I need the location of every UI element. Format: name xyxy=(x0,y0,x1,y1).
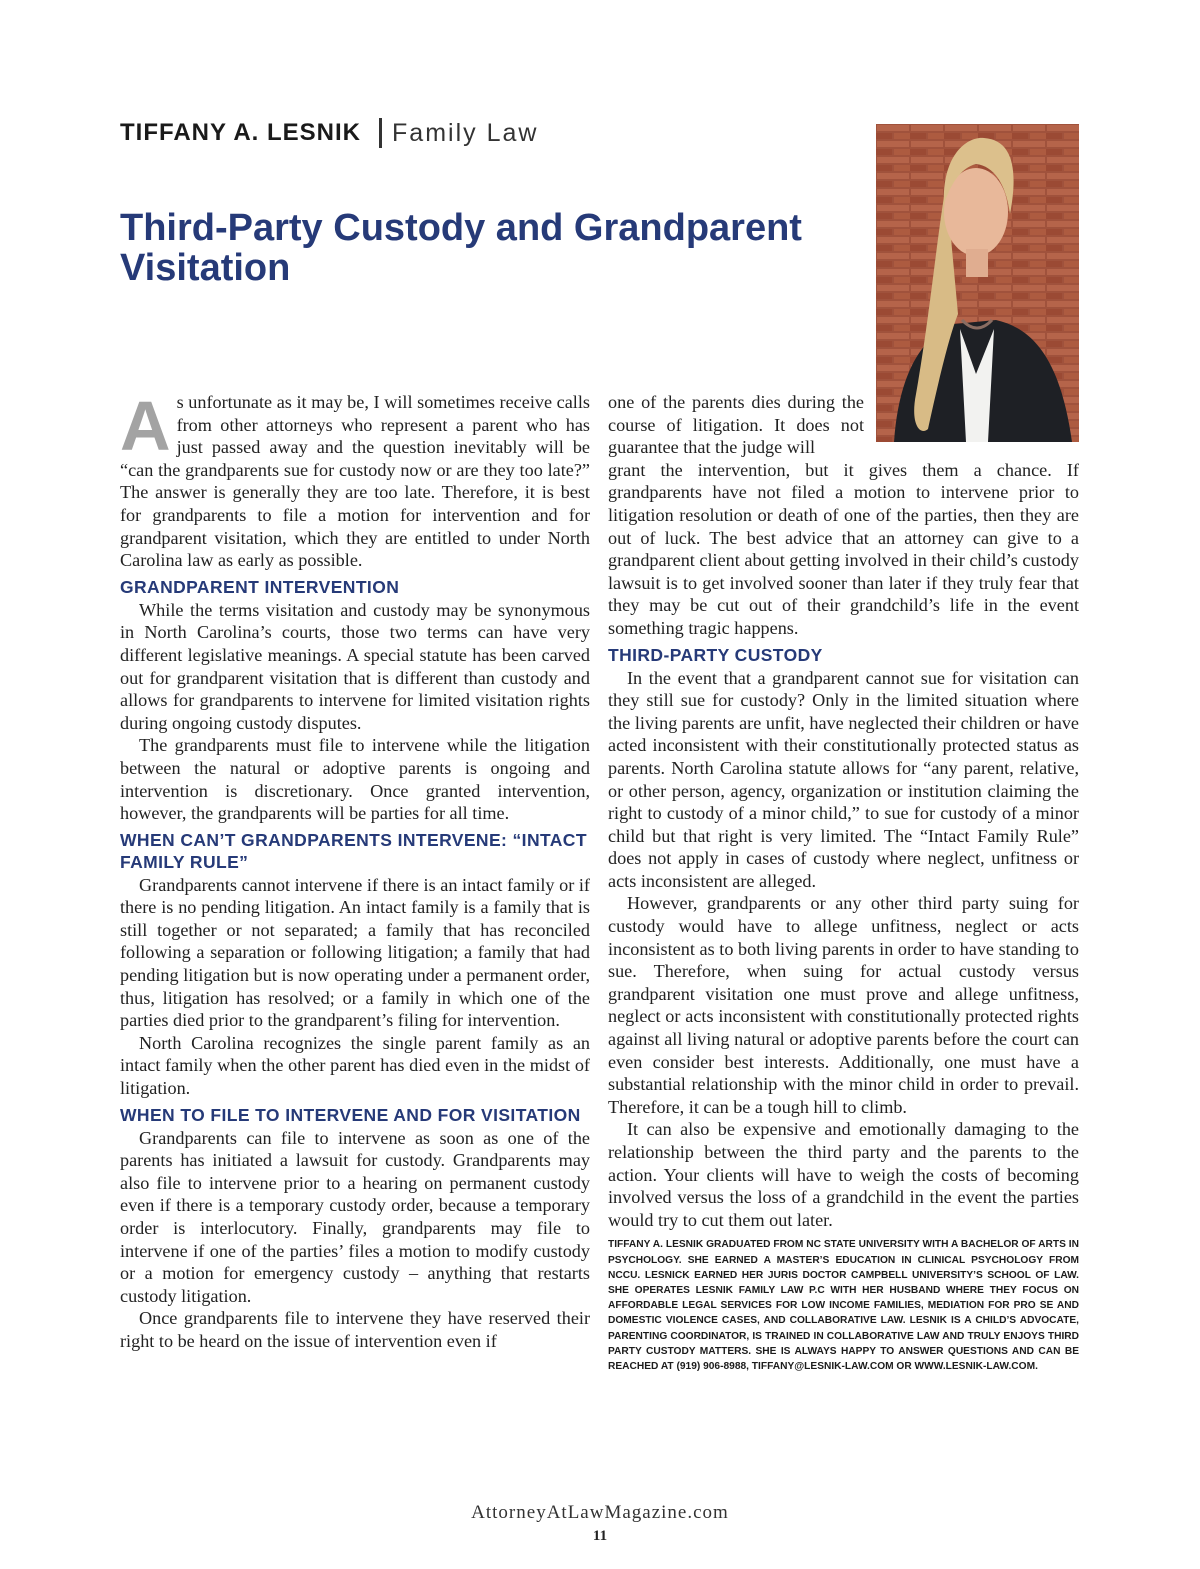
paragraph: North Carolina recognizes the single parent family as an intact family when the other parent has died even in the midst of litigation. xyxy=(120,1032,590,1099)
paragraph-continued: one of the parents dies during the course of litigation. It does not guarantee that the judge will xyxy=(608,392,864,458)
article-column-left xyxy=(120,387,590,1353)
paragraph: grant the intervention, but it gives them a chance. If grandparents have not filed a motion to intervene prior to litigation resolution or death of one of the parties, then they are out of luck. The best advice that an attorney can give to a grandparent client about getting involved in their child’s custody lawsuit is to get involved sooner than later if they truly fear that they may be cut out of their grandchild’s life in the event something tragic happens. xyxy=(608,459,1079,638)
article-title: Third-Party Custody and Grandparent Visitation xyxy=(120,207,802,289)
heading-third-party-custody: THIRD-PARTY CUSTODY xyxy=(608,644,823,665)
intro-text: s unfortunate as it may be, I will sometimes receive calls from other attorneys who represent a parent who has just passed away and the question inevitably will be “can the grandparents sue for custody now or are they too late?” The answer is generally they are too late. Therefore, it is best for grandparents to file a motion for intervention and for grandparent visitation, which they are entitled to under North Carolina law as early as possible. xyxy=(120,392,590,571)
paragraph: While the terms visitation and custody may be synonymous in North Carolina’s courts, those two terms can have very different legislative meanings. A special statute has been carved out for grandparent visitation that is different than custody and allows for grandparents to intervene for limited visitation rights during ongoing custody disputes. xyxy=(120,599,590,733)
section-label: Family Law xyxy=(392,118,539,147)
intro-paragraph xyxy=(120,387,590,572)
byline xyxy=(120,118,538,148)
paragraph: It can also be expensive and emotionally damaging to the relationship between the third party and the parents to the action. Your clients will have to weigh the costs of becoming involved versus the loss of a grandchild in the event the parties would try to cut them out later. xyxy=(608,1119,1079,1230)
paragraph: In the event that a grandparent cannot sue for visitation can they still sue for custody? Only in the limited situation where the living parents are unfit, have neglected their children or have acted inconsistent with their constitutionally protected status as parents. North Carolina statute allows for “any parent, relative, or other person, agency, organization or institution claiming the right to custody of a minor child,” to sue for custody of a minor child but that right is very limited. The “Intact Family Rule” does not apply in cases of custody where neglect, unfitness or acts inconsistent are alleged. xyxy=(608,667,1079,891)
page-number: 11 xyxy=(592,1528,608,1544)
paragraph: However, grandparents or any other third party suing for custody would have to allege unfitness, neglect or acts inconsistent as to both living parents in order to have standing to sue. Therefore, when suing for actual custody versus grandparent visitation one must prove and allege unfitness, neglect or acts inconsistent with constitutionally protected rights against all living natural or adoptive parents before the court can even consider best interests. Additionally, one must have a substantial relationship with the minor child in order to prevail. Therefore, it can be a tough hill to climb. xyxy=(608,893,1079,1117)
footer-site: AttorneyAtLawMagazine.com xyxy=(471,1502,729,1523)
heading-grandparent-intervention: GRANDPARENT INTERVENTION xyxy=(120,576,400,597)
heading-intact-family-rule: WHEN CAN’T GRANDPARENTS INTERVENE: “INTACT FAMILY RULE” xyxy=(120,829,587,872)
paragraph: The grandparents must file to intervene while the litigation between the natural or adoptive parents is ongoing and intervention is discretionary. Once granted intervention, however, the grandparents will be parties for all time. xyxy=(120,735,590,824)
paragraph: Once grandparents file to intervene they have reserved their right to be heard on the issue of intervention even if xyxy=(120,1308,590,1351)
paragraph: Grandparents can file to intervene as soon as one of the parents has initiated a lawsuit for custody. Grandparents may also file to intervene prior to a hearing on permanent custody even if there is a temporary custody order, because a temporary order is interlocutory. Finally, grandparents may file to intervene if one of the parties’ files a motion to modify custody or a motion for emergency custody – anything that restarts custody litigation. xyxy=(120,1127,590,1306)
drop-cap: A xyxy=(120,387,171,465)
article-column-right xyxy=(608,391,1079,1374)
byline-divider xyxy=(379,118,382,148)
author-bio: TIFFANY A. LESNIK GRADUATED FROM NC STATE UNIVERSITY WITH A BACHELOR OF ARTS IN PSYCHOLOGY. SHE EARNED A MASTER’S EDUCATION IN CLINICAL PSYCHOLOGY FROM NCCU. LESNICK EARNED HER JURIS DOCTOR CAMPBELL UNIVERSITY’S SCHOOL OF LAW. SHE OPERATES LESNIK FAMILY LAW P.C WITH HER HUSBAND WHERE THEY FOCUS ON AFFORDABLE LEGAL SERVICES FOR LOW INCOME FAMILIES, MEDIATION FOR PRO SE AND DOMESTIC VIOLENCE CASES, AND COLLABORATIVE LAW. LESNIK IS A CHILD’S ADVOCATE, PARENTING COORDINATOR, IS TRAINED IN COLLABORATIVE LAW AND TRULY ENJOYS THIRD PARTY CUSTODY MATTERS. SHE IS ALWAYS HAPPY TO ANSWER QUESTIONS AND CAN BE REACHED AT (919) 906-8988, TIFFANY@LESNIK-LAW.COM OR WWW.LESNIK-LAW.COM. xyxy=(608,1239,1079,1372)
author-name: TIFFANY A. LESNIK xyxy=(120,119,362,146)
paragraph: Grandparents cannot intervene if there is an intact family or if there is no pending litigation. An intact family is a family that is still together or not separated; a family that has reconciled following a separation or following litigation; a family that had pending litigation but is now operating under a permanent order, thus, litigation has resolved; or a family in which one of the parties died prior to the grandparent’s filing for intervention. xyxy=(120,874,590,1031)
heading-when-to-file: WHEN TO FILE TO INTERVENE AND FOR VISITATION xyxy=(120,1104,581,1125)
